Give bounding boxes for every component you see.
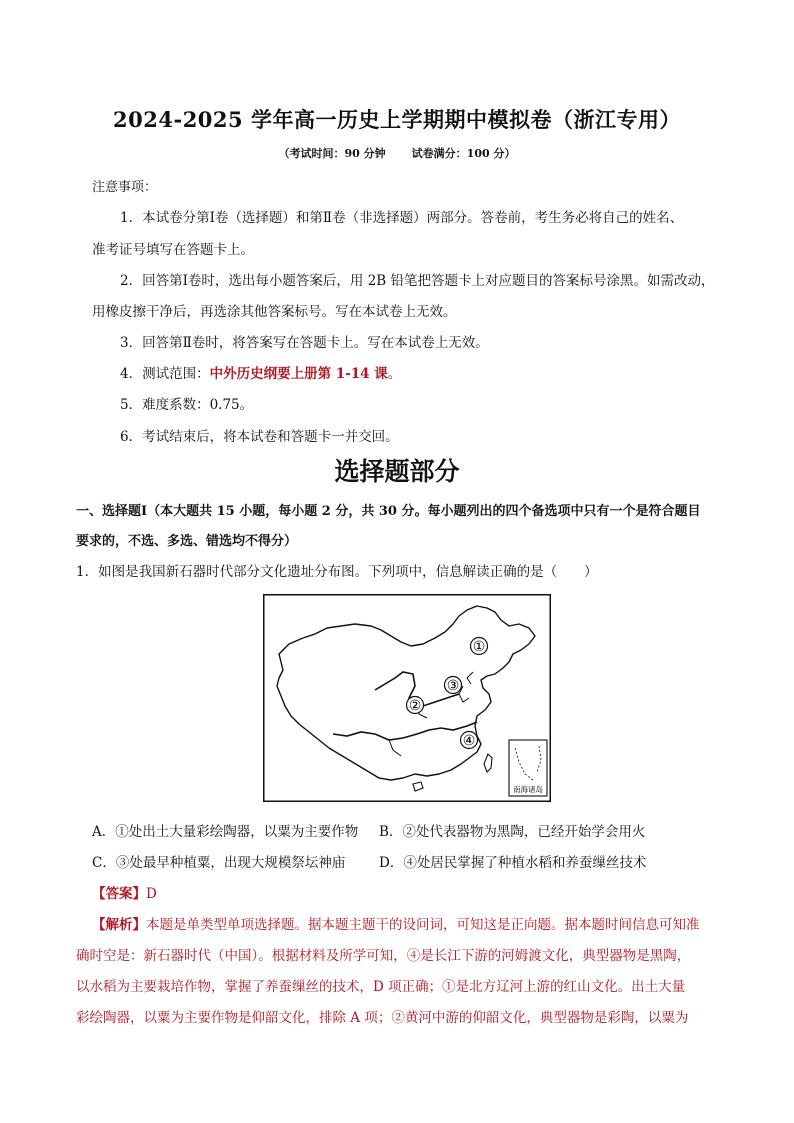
- notice-title: 注意事项：: [92, 180, 158, 195]
- notice-item-4-suffix: 。: [387, 366, 402, 382]
- answer-label: 【答案】: [92, 886, 146, 902]
- analysis-line-1: [92, 913, 700, 933]
- answer-value: D: [146, 886, 157, 902]
- map-frame: [264, 595, 551, 802]
- notice-item-5: 5．难度系数：0.75。: [120, 397, 254, 413]
- section-instruction-cont: 要求的，不选、多选、错选均不得分）: [76, 534, 298, 549]
- map-marker-3: [445, 677, 462, 695]
- notice-item-6: 6．考试结束后，将本试卷和答题卡一并交回。: [120, 429, 399, 445]
- exam-info: [0, 145, 794, 161]
- map-marker-3-label: ③: [446, 678, 460, 694]
- inset-label: 南海诸岛: [513, 785, 543, 794]
- map-marker-1-label: ①: [472, 639, 486, 655]
- neolithic-sites-map: [263, 594, 551, 802]
- full-score: 试卷满分：100 分）: [411, 147, 516, 160]
- option-a: A．①处出土大量彩绘陶器，以粟为主要作物: [92, 824, 359, 840]
- notice-item-2-cont: 用橡皮擦干净后，再选涂其他答案标号。写在本试卷上无效。: [92, 304, 457, 320]
- analysis-line-4: 彩绘陶器，以粟为主要作物是仰韶文化，排除 A 项；②黄河中游的仰韶文化，典型器物是彩陶，以粟为: [76, 1010, 689, 1026]
- option-d: D．④处居民掌握了种植水稻和养蚕缫丝技术: [379, 855, 647, 871]
- notice-item-1: 1．本试卷分第Ⅰ卷（选择题）和第Ⅱ卷（非选择题）两部分。答卷前，考生务必将自己的姓名、: [120, 210, 684, 226]
- map-marker-4: [461, 732, 478, 750]
- map-marker-2-label: ②: [408, 698, 422, 714]
- test-range: 中外历史纲要上册第 1-14 课: [209, 366, 388, 382]
- analysis-line-2: 确时空是：新石器时代（中国）。根据材料及所学可知，④是长江下游的河姆渡文化，典型器物是黑陶，: [76, 948, 691, 964]
- notice-item-1-cont: 准考证号填写在答题卡上。: [92, 242, 254, 258]
- exam-title: 2024-2025 学年高一历史上学期期中模拟卷（浙江专用）: [113, 107, 681, 132]
- notice-item-4: [120, 362, 401, 382]
- exam-time: （考试时间：90 分钟: [278, 147, 386, 160]
- section-instruction: 一、选择题Ⅰ（本大题共 15 小题，每小题 2 分，共 30 分。每小题列出的四个备选项中只有一个是符合题目: [76, 504, 701, 519]
- section-title: 选择题部分: [334, 457, 460, 486]
- analysis-line-3: 以水稻为主要栽培作物，掌握了养蚕缫丝的技术，D 项正确；①是北方辽河上游的红山文化。出土大量: [76, 979, 686, 995]
- map-marker-1: [471, 638, 488, 656]
- analysis-label: 【解析】: [92, 917, 146, 933]
- question-1-stem: 1．如图是我国新石器时代部分文化遗址分布图。下列项中，信息解读正确的是（ ）: [76, 564, 598, 580]
- notice-item-4-prefix: 4．测试范围：: [120, 366, 210, 382]
- option-b: B．②处代表器物为黑陶，已经开始学会用火: [379, 824, 646, 840]
- option-c: C．③处最早种植粟，出现大规模祭坛神庙: [92, 855, 346, 871]
- map-marker-4-label: ④: [462, 733, 476, 749]
- notice-item-2: 2．回答第Ⅰ卷时，选出每小题答案后，用 2B 铅笔把答题卡上对应题目的答案标号涂黑。如需改动，: [120, 273, 715, 289]
- map-marker-2: [407, 697, 424, 715]
- analysis-text-1: 本题是单类型单项选择题。据本题主题干的设问词，可知这是正向题。据本题时间信息可知准: [146, 917, 700, 933]
- notice-item-3: 3．回答第Ⅱ卷时，将答案写在答题卡上。写在本试卷上无效。: [120, 335, 489, 351]
- answer: [92, 882, 157, 902]
